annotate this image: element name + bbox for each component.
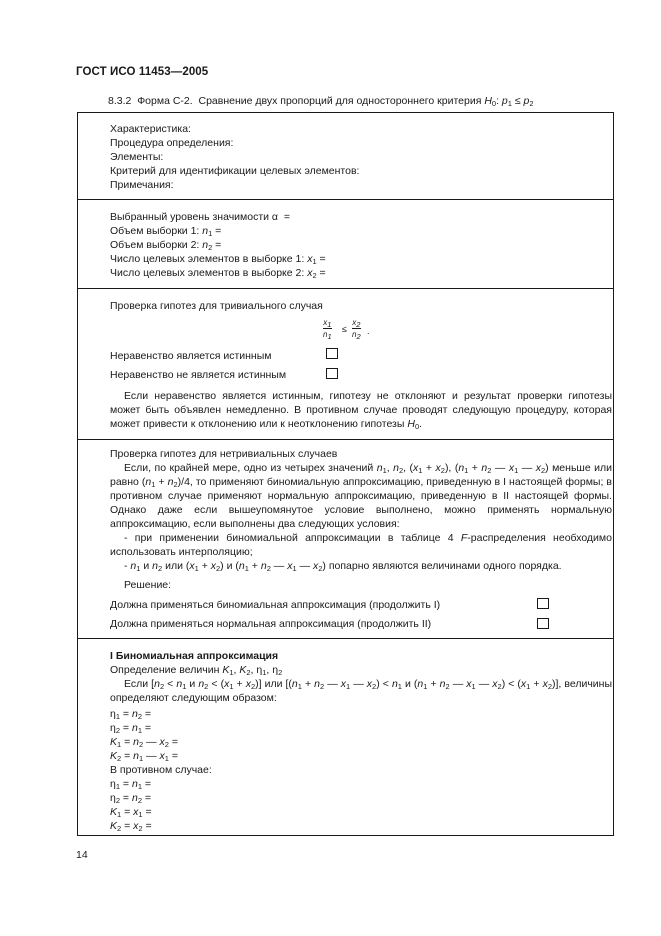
section-divider xyxy=(78,288,613,289)
decision-label: Решение: xyxy=(124,579,172,591)
elements-label: Элементы: xyxy=(110,151,164,163)
binomial-option-label: Должна применяться биномиальная аппроксимация (продолжить I) xyxy=(110,599,441,611)
true-checkbox[interactable] xyxy=(326,348,338,359)
eta1-a: $\eta_1 = n_2$ = xyxy=(110,708,152,721)
eta2-b: $\eta_2 = n_2$ = xyxy=(110,792,152,805)
section-divider xyxy=(78,638,613,639)
binomial-checkbox[interactable] xyxy=(537,598,549,609)
criterion-label: Критерий для идентификации целевых элементов: xyxy=(110,165,360,177)
procedure-label: Процедура определения: xyxy=(110,137,234,149)
fraction-x1-n1: $x_1$ $n_1$ xyxy=(323,318,332,341)
trivial-paragraph: Если неравенство является истинным, гипотезу не отклоняют и результат проверки гипотезы может быть объявлен немедленно. В противном случае проводят следующую процедуру, которая может привести к отклонению или к неотклонению гипотезы $H_0$. xyxy=(110,390,612,431)
leq-sign: ≤ xyxy=(342,324,347,334)
false-label: Неравенство не является истинным xyxy=(110,369,287,381)
section-divider xyxy=(78,199,613,200)
fraction-dot: . xyxy=(367,326,370,336)
form-caption: 8.3.2 Форма С-2. Сравнение двух пропорций для одностороннего критерия $H_0$: $p_1 \le p_2$ xyxy=(108,95,534,108)
n1-label: Объем выборки 1: $n_1$ = xyxy=(110,225,222,238)
k1-a: $K_1 = n_2$ — $x_2$ = xyxy=(110,736,178,749)
condition-1: - при применении биномиальной аппроксимации в таблице 4 F-распределения необходимо использовать интерполяцию; xyxy=(110,532,612,558)
nontrivial-paragraph: Если, по крайней мере, одно из четырех значений $n_1$, $n_2$, $(x_1 + x_2)$, ($n_1 + n_2$ — $x_1$ — $x_2$) меньше или равно $(n_1 + n_2)/4$, то применяют биномиальную аппроксимацию, приведенную в I настоящей формы; в противном случае применяют нормальную аппроксимацию, приведенную в II настоящей формы. Однако даже если вышеупомянутое условие выполнено, можно применять нормальную аппроксимацию, если выполнены два следующих условия: xyxy=(110,462,612,530)
k1-b: $K_1 = x_1$ = xyxy=(110,806,152,819)
condition-2: - $n_1$ и $n_2$ или $(x_1 + x_2)$ и ($n_1 + n_2$ — $x_1$ — $x_2$) попарно являются величинами одного порядка. xyxy=(124,560,562,573)
alpha-label: Выбранный уровень значимости α = xyxy=(110,211,290,223)
characteristic-label: Характеристика: xyxy=(110,123,191,135)
normal-checkbox[interactable] xyxy=(537,618,549,629)
k2-b: $K_2 = x_2$ = xyxy=(110,820,152,833)
x2-label: Число целевых элементов в выборке 2: $x_2$ = xyxy=(110,267,326,280)
n2-label: Объем выборки 2: $n_2$ = xyxy=(110,239,222,252)
trivial-title: Проверка гипотез для тривиального случая xyxy=(110,300,323,312)
notes-label: Примечания: xyxy=(110,179,174,191)
false-checkbox[interactable] xyxy=(326,368,338,379)
binomial-title: I Биномиальная аппроксимация xyxy=(110,650,279,662)
true-label: Неравенство является истинным xyxy=(110,350,272,362)
binomial-condition: Если [$n_2 < n_1$ и $n_2 < (x_1 + x_2)$] или [($n_1 + n_2$ — $x_1$ — $x_2) < n_1$ и ($n_1 + n_2$ — $x_1$ — $x_2) < (x_1 + x_2)$], величины определяют следующим образом: xyxy=(110,678,613,704)
otherwise-label: В противном случае: xyxy=(110,764,212,776)
page-number: 14 xyxy=(76,849,88,861)
normal-option-label: Должна применяться нормальная аппроксимация (продолжить II) xyxy=(110,618,432,630)
k2-a: $K_2 = n_1$ — $x_1$ = xyxy=(110,750,178,763)
eta2-a: $\eta_2 = n_1$ = xyxy=(110,722,152,735)
form-table xyxy=(77,112,614,836)
section-divider xyxy=(78,439,613,440)
document-title: ГОСТ ИСО 11453—2005 xyxy=(76,66,209,78)
definition-line: Определение величин $K_1$, $K_2$, $\eta_1$, $\eta_2$ xyxy=(110,664,283,677)
fraction-x2-n2: $x_2$ $n_2$ xyxy=(352,318,361,341)
x1-label: Число целевых элементов в выборке 1: $x_1$ = xyxy=(110,253,326,266)
eta1-b: $\eta_1 = n_1$ = xyxy=(110,778,152,791)
nontrivial-title: Проверка гипотез для нетривиальных случаев xyxy=(110,448,338,460)
